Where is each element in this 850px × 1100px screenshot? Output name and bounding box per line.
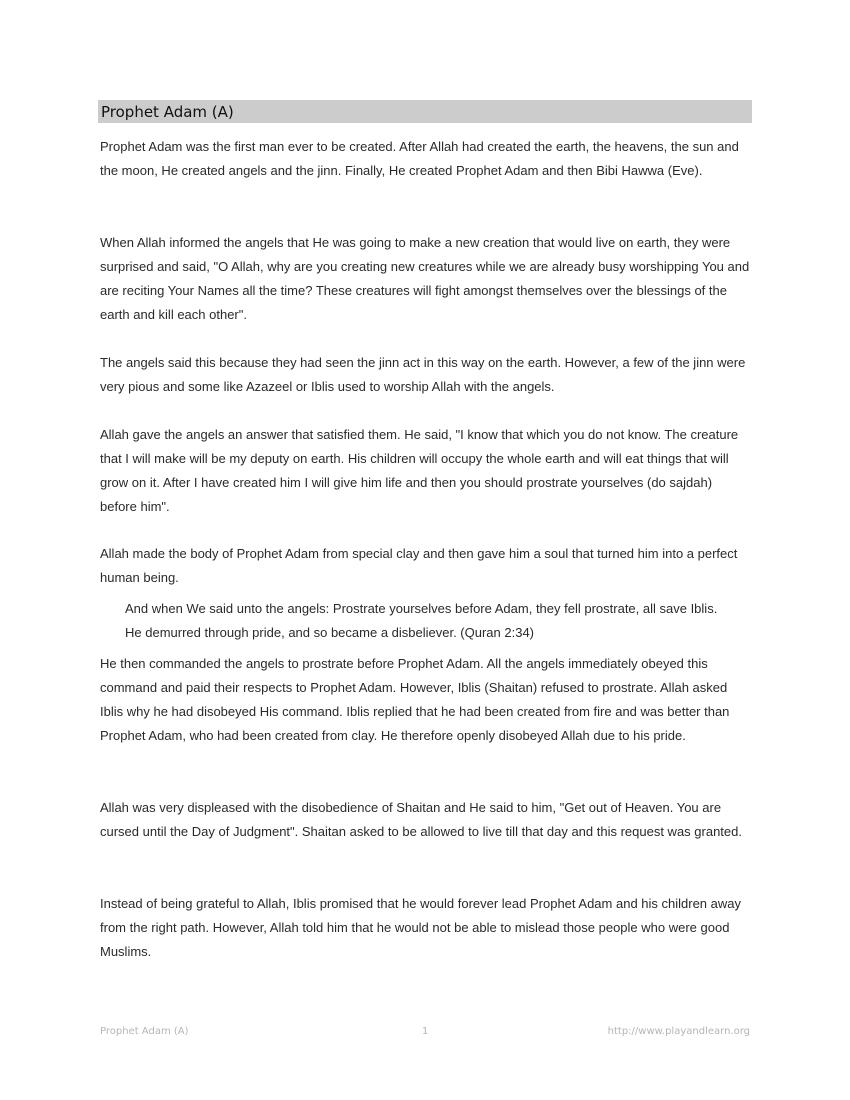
paragraph-6: He then commanded the angels to prostrate before Prophet Adam. All the angels immediately obeyed this command and paid their respects to Prophet Adam. However, Iblis (Shaitan) refused to prostrate. Allah asked Iblis why he had disobeyed His command. Iblis replied that he had been created from fire and was better than Prophet Adam, who had been created from clay. He therefore openly disobeyed Allah due to his pride. <box>100 656 730 743</box>
paragraph-4: Allah gave the angels an answer that satisfied them. He said, "I know that which you do not know. The creature that I will make will be my deputy on earth. His children will occupy the whole earth and will eat things that will grow on it. After I have created him I will give him life and then you should prostrate yourselves (do sajdah) before him". <box>100 427 739 514</box>
footer-page-number: 1 <box>422 1026 429 1037</box>
paragraph-1: Prophet Adam was the first man ever to be created. After Allah had created the earth, the heavens, the sun and the moon, He created angels and the jinn. Finally, He created Prophet Adam and then Bibi Hawwa (Eve). <box>100 139 739 178</box>
footer-title: Prophet Adam (A) <box>100 1026 189 1037</box>
paragraph-3: The angels said this because they had seen the jinn act in this way on the earth. However, a few of the jinn were very pious and some like Azazeel or Iblis used to worship Allah with the angels. <box>100 355 746 394</box>
paragraph-8: Instead of being grateful to Allah, Iblis promised that he would forever lead Prophet Adam and his children away from the right path. However, Allah told him that he would not be able to mislead those people who were good Muslims. <box>100 896 741 959</box>
footer-url: http://www.playandlearn.org <box>607 1026 750 1037</box>
paragraph-5: Allah made the body of Prophet Adam from special clay and then gave him a soul that turned him into a perfect human being. <box>100 546 738 585</box>
section-heading-bar <box>98 100 752 123</box>
paragraph-7: Allah was very displeased with the disobedience of Shaitan and He said to him, "Get out of Heaven. You are cursed until the Day of Judgment". Shaitan asked to be allowed to live till that day and this request was granted. <box>100 800 742 839</box>
paragraph-2: When Allah informed the angels that He was going to make a new creation that would live on earth, they were surprised and said, "O Allah, why are you creating new creatures while we are already busy worshipping You and are reciting Your Names all the time? These creatures will fight amongst themselves over the blessings of the earth and kill each other". <box>100 235 750 322</box>
quran-quote: And when We said unto the angels: Prostrate yourselves before Adam, they fell prostrate, all save Iblis. He demurred through pride, and so became a disbeliever. (Quran 2:34) <box>125 601 718 640</box>
page-title: Prophet Adam (A) <box>101 103 234 121</box>
